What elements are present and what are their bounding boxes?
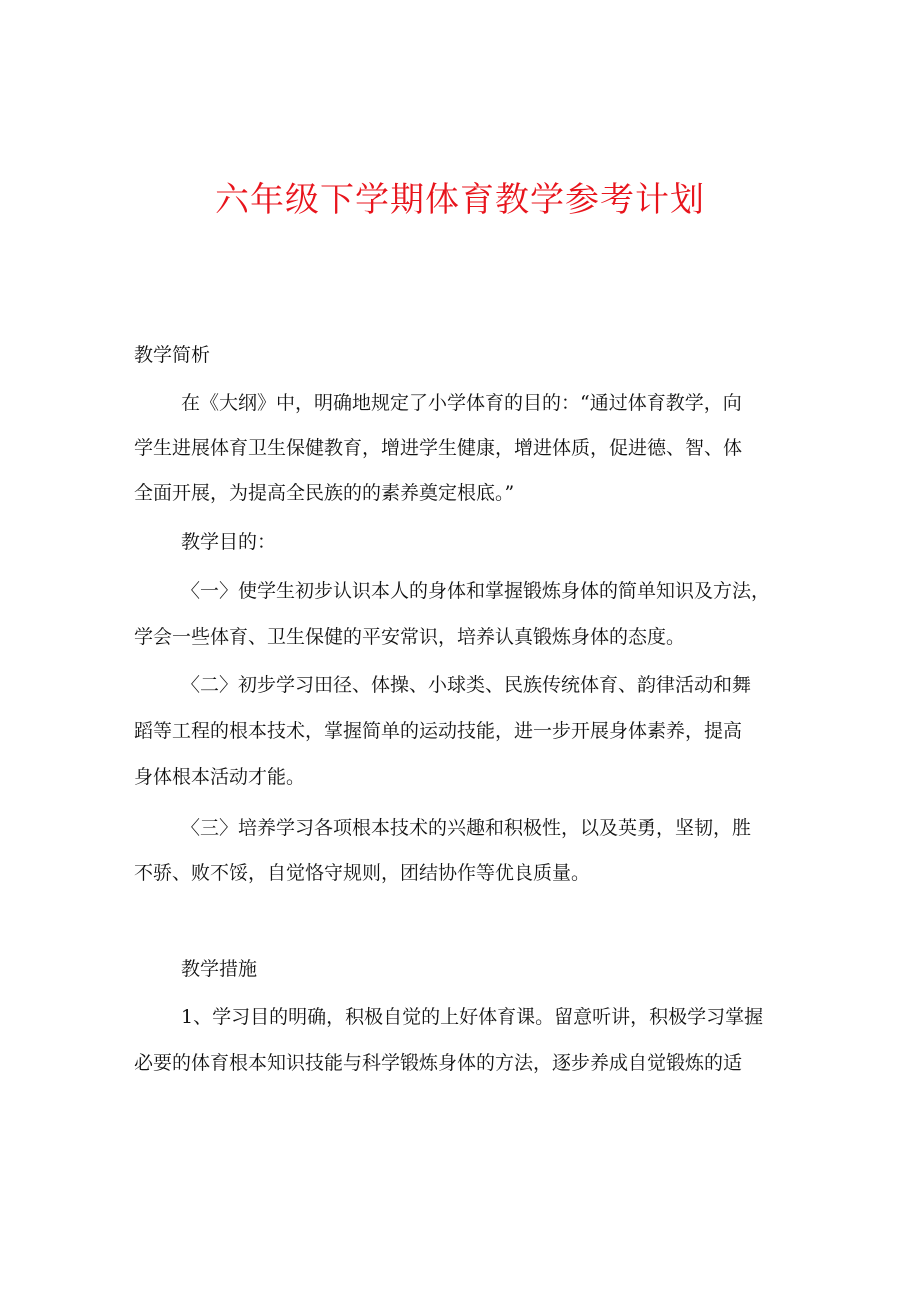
paragraph-line: 在《大纲》中，明确地规定了小学体育的目的：“通过体育教学，向 [181,392,742,414]
paragraph-line: 〈一〉使学生初步认识本人的身体和掌握锻炼身体的简单知识及方法， [181,580,771,602]
paragraph-line: 1、学习目的明确，积极自觉的上好体育课。留意听讲，积极学习掌握 [181,1006,764,1028]
section-heading-measures: 教学措施 [181,958,258,980]
paragraph-line: 蹈等工程的根本技术，掌握简单的运动技能，进一步开展身体素养，提高 [134,720,743,742]
paragraph-line: 全面开展，为提高全民族的的素养奠定根底。” [134,482,515,504]
paragraph-line: 〈二〉初步学习田径、体操、小球类、民族传统体育、韵律活动和舞 [181,674,752,696]
document-title: 六年级下学期体育教学参考计划 [215,180,705,220]
paragraph-line: 不骄、败不馁，自觉恪守规则，团结协作等优良质量。 [134,862,591,884]
paragraph-line: 身体根本活动才能。 [134,766,306,788]
section-heading-goals: 教学目的： [181,531,277,553]
paragraph-line: 学会一些体育、卫生保健的平安常识，培养认真锻炼身体的态度。 [134,626,686,648]
paragraph-line: 学生进展体育卫生保健教育，增进学生健康，增进体质，促进德、智、体 [134,437,743,459]
section-heading-analysis: 教学简析 [134,344,211,366]
paragraph-line: 必要的体育根本知识技能与科学锻炼身体的方法，逐步养成自觉锻炼的适 [134,1052,743,1074]
paragraph-line: 〈三〉培养学习各项根本技术的兴趣和积极性，以及英勇，坚韧，胜 [181,817,752,839]
